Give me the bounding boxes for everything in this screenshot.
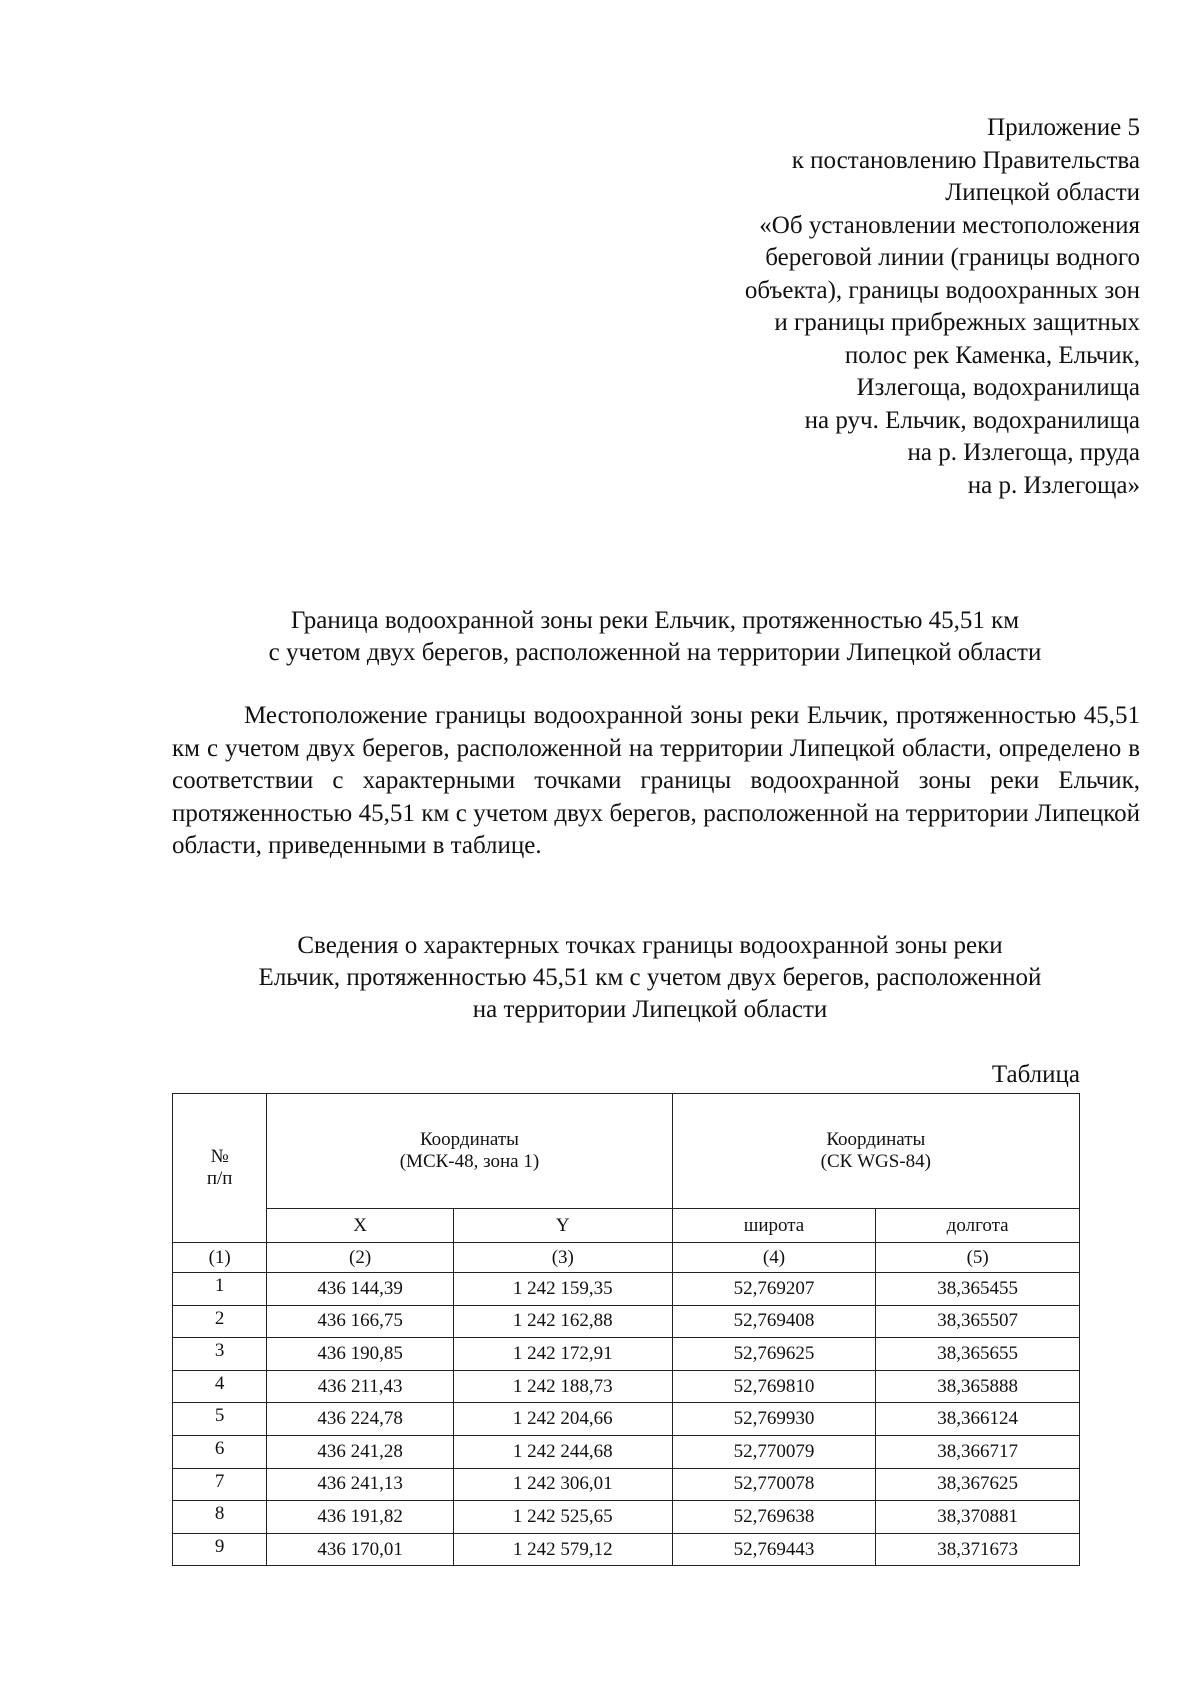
cell-longitude: 38,365655 (876, 1338, 1080, 1371)
header-wgs-system: (СК WGS-84) (820, 1151, 931, 1172)
appendix-line: на р. Излегоща» (967, 471, 1140, 499)
cell-point-number: 5 (173, 1403, 267, 1436)
table-caption-line: Сведения о характерных точках границы водоохранной зоны реки (297, 932, 1003, 959)
cell-x: 436 224,78 (267, 1403, 454, 1436)
appendix-line: Приложение 5 (987, 114, 1140, 141)
header-latitude: широта (672, 1209, 876, 1243)
header-number-abbr: п/п (206, 1168, 233, 1189)
column-number: (4) (672, 1243, 876, 1273)
header-wgs-coordinates (672, 1094, 1079, 1209)
cell-longitude: 38,365507 (876, 1305, 1080, 1338)
appendix-line: на руч. Ельчик, водохранилища (804, 406, 1140, 434)
appendix-line: объекта), границы водоохранных зон (744, 276, 1140, 304)
header-number-symbol: № (210, 1146, 229, 1167)
header-longitude: долгота (876, 1209, 1080, 1243)
table-label: Таблица (991, 1061, 1080, 1088)
cell-x: 436 144,39 (267, 1273, 454, 1306)
zone-title (170, 605, 1140, 669)
table-row (173, 1403, 1080, 1436)
column-number: (1) (173, 1243, 267, 1273)
column-number-row (173, 1243, 1080, 1273)
appendix-line: на р. Излегоща, пруда (907, 439, 1140, 466)
cell-y: 1 242 579,12 (453, 1533, 672, 1566)
header-number (173, 1094, 267, 1243)
cell-x: 436 166,75 (267, 1305, 454, 1338)
cell-latitude: 52,769930 (672, 1403, 876, 1436)
cell-y: 1 242 172,91 (453, 1338, 672, 1371)
cell-y: 1 242 204,66 (453, 1403, 672, 1436)
cell-y: 1 242 159,35 (453, 1273, 672, 1306)
table-row (173, 1273, 1080, 1306)
appendix-reference-block (560, 112, 1140, 502)
appendix-line: береговой линии (границы водного (765, 244, 1140, 271)
table-caption-line: Ельчик, протяженностью 45,51 км с учетом двух берегов, расположенной (258, 964, 1042, 991)
cell-point-number: 9 (173, 1533, 267, 1566)
cell-latitude: 52,769408 (672, 1305, 876, 1338)
cell-latitude: 52,770079 (672, 1435, 876, 1468)
cell-longitude: 38,366717 (876, 1435, 1080, 1468)
header-msk-coordinates (267, 1094, 672, 1209)
cell-latitude: 52,769443 (672, 1533, 876, 1566)
column-number: (2) (267, 1243, 454, 1273)
column-number: (3) (453, 1243, 672, 1273)
appendix-line: полос рек Каменка, Ельчик, (844, 341, 1140, 369)
cell-point-number: 3 (173, 1338, 267, 1371)
table-caption-line: на территории Липецкой области (472, 996, 828, 1023)
cell-latitude: 52,769810 (672, 1370, 876, 1403)
zone-title-line: Граница водоохранной зоны реки Ельчик, протяженностью 45,51 км (290, 607, 1020, 634)
cell-point-number: 4 (173, 1370, 267, 1403)
cell-x: 436 241,28 (267, 1435, 454, 1468)
cell-x: 436 170,01 (267, 1533, 454, 1566)
cell-latitude: 52,770078 (672, 1468, 876, 1501)
table-header-row (173, 1094, 1080, 1209)
cell-y: 1 242 188,73 (453, 1370, 672, 1403)
cell-point-number: 1 (173, 1273, 267, 1306)
header-wgs-title: Координаты (826, 1129, 926, 1150)
cell-x: 436 190,85 (267, 1338, 454, 1371)
cell-latitude: 52,769625 (672, 1338, 876, 1371)
appendix-line: к постановлению Правительства (791, 146, 1140, 174)
column-number: (5) (876, 1243, 1080, 1273)
appendix-line: Излегоща, водохранилища (856, 374, 1140, 401)
cell-point-number: 6 (173, 1435, 267, 1468)
table-row (173, 1338, 1080, 1371)
header-msk-system: (МСК-48, зона 1) (399, 1151, 540, 1172)
table-row (173, 1533, 1080, 1566)
cell-x: 436 241,13 (267, 1468, 454, 1501)
appendix-line: и границы прибрежных защитных (774, 309, 1140, 336)
cell-y: 1 242 162,88 (453, 1305, 672, 1338)
cell-y: 1 242 525,65 (453, 1501, 672, 1534)
table-row (173, 1435, 1080, 1468)
header-y: Y (453, 1209, 672, 1243)
table-row (173, 1370, 1080, 1403)
cell-longitude: 38,371673 (876, 1533, 1080, 1566)
table-caption (170, 930, 1130, 1026)
cell-point-number: 7 (173, 1468, 267, 1501)
table-row (173, 1501, 1080, 1534)
header-x: X (267, 1209, 454, 1243)
cell-y: 1 242 306,01 (453, 1468, 672, 1501)
table-row (173, 1305, 1080, 1338)
table-row (173, 1468, 1080, 1501)
cell-latitude: 52,769207 (672, 1273, 876, 1306)
cell-latitude: 52,769638 (672, 1501, 876, 1534)
appendix-line: «Об установлении местоположения (759, 211, 1140, 239)
cell-longitude: 38,367625 (876, 1468, 1080, 1501)
cell-longitude: 38,370881 (876, 1501, 1080, 1534)
body-paragraph: Местоположение границы водоохранной зоны реки Ельчик, протяженностью 45,51 км с учетом двух берегов, расположенной на территории Липецкой области, определено в соответствии с характерными точками границы водоохранной зоны реки Ельчик, протяженностью 45,51 км с учетом двух берегов, расположенной на территории Липецкой области, приведенными в таблице. (172, 702, 1140, 859)
appendix-line: Липецкой области (945, 179, 1140, 206)
cell-longitude: 38,366124 (876, 1403, 1080, 1436)
table-subheader-row (173, 1209, 1080, 1243)
cell-x: 436 191,82 (267, 1501, 454, 1534)
cell-point-number: 8 (173, 1501, 267, 1534)
coordinates-table (172, 1093, 1080, 1566)
cell-longitude: 38,365455 (876, 1273, 1080, 1306)
cell-x: 436 211,43 (267, 1370, 454, 1403)
cell-y: 1 242 244,68 (453, 1435, 672, 1468)
cell-longitude: 38,365888 (876, 1370, 1080, 1403)
cell-point-number: 2 (173, 1305, 267, 1338)
header-msk-title: Координаты (419, 1129, 519, 1150)
zone-title-line: с учетом двух берегов, расположенной на территории Липецкой области (268, 639, 1042, 666)
